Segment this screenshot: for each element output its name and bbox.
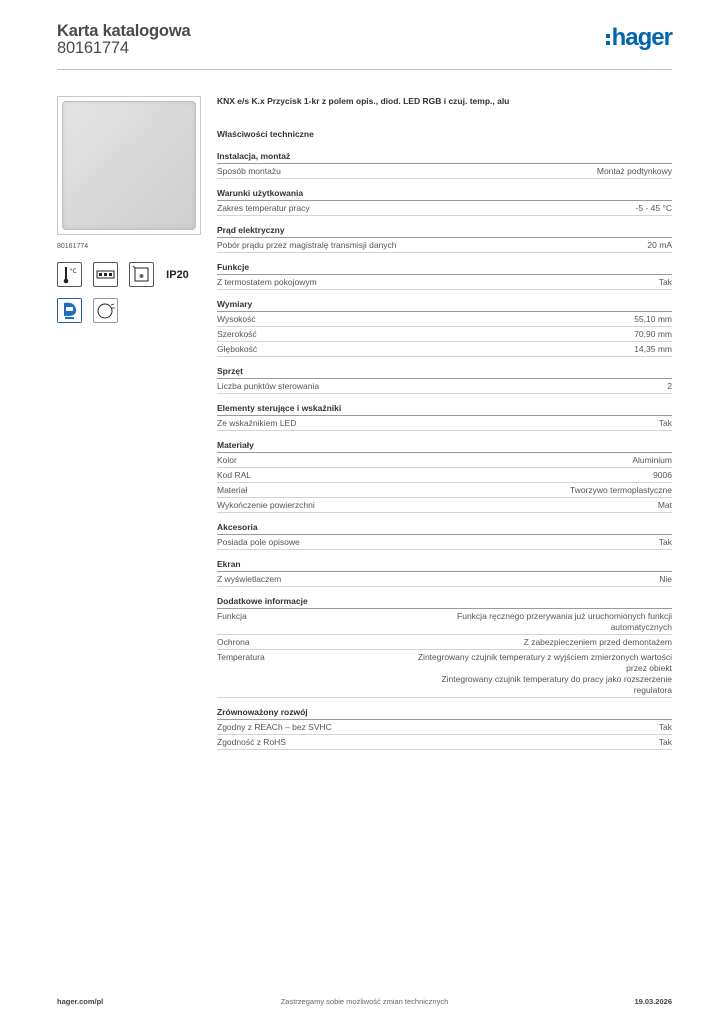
spec-value: 9006 [653,470,672,480]
spec-row [217,312,672,327]
spec-label: Z termostatem pokojowym [217,277,317,287]
spec-row [217,535,672,550]
spec-value: Zintegrowany czujnik temperatury z wyjściem zmierzonych wartości przez obiekt Zintegrowany czujnik temperatury do pracy jako rozszerzenie regulatora [417,652,672,695]
spec-value: 14,35 mm [634,344,672,354]
thermometer-celsius-icon [57,262,82,287]
spec-row [217,275,672,290]
spec-value: Tak [658,418,672,428]
spec-group [217,403,672,431]
spec-row [217,720,672,735]
spec-label: Wykończenie powierzchni [217,500,315,510]
spec-row [217,572,672,587]
led-display-icon [93,262,118,287]
product-media [57,96,201,323]
spec-label: Zakres temperatur pracy [217,203,310,213]
spec-label: Funkcja [217,611,247,621]
spec-group [217,188,672,216]
spec-group [217,596,672,698]
ip-rating-label: IP20 [166,268,189,281]
spec-value: Tak [658,737,672,747]
spec-group [217,522,672,550]
logo-dots-icon [606,34,610,45]
spec-label: Kod RAL [217,470,252,480]
spec-row [217,468,672,483]
spec-row [217,635,672,650]
spec-value: Mat [657,500,672,510]
spec-group-title: Zrównoważony rozwój [217,707,672,720]
svg-text:°C: °C [69,268,77,275]
flush-mount-icon [129,262,154,287]
spec-value: Tak [658,722,672,732]
spec-row [217,327,672,342]
spec-group [217,707,672,750]
spec-value: Montaż podtynkowy [596,166,672,176]
spec-row [217,201,672,216]
spec-group-title: Instalacja, montaż [217,151,672,164]
spec-row [217,650,672,698]
spec-value: 20 mA [647,240,672,250]
spec-value: Tworzywo termoplastyczne [569,485,672,495]
spec-group-title: Wymiary [217,299,672,312]
spec-group-title: Materiały [217,440,672,453]
spec-group [217,299,672,357]
spec-group [217,559,672,587]
spec-group-title: Funkcje [217,262,672,275]
spec-label: Zgodny z REACh – bez SVHC [217,722,332,732]
spec-label: Sposób montażu [217,166,281,176]
spec-row [217,164,672,179]
specification-column [217,96,672,759]
spec-group [217,440,672,513]
spec-row [217,416,672,431]
spec-row [217,498,672,513]
spec-value: 2 [667,381,672,391]
spec-group-title: Warunki użytkowania [217,188,672,201]
spec-row [217,735,672,750]
spec-label: Z wyświetlaczem [217,574,282,584]
spec-row [217,483,672,498]
push-button-image [62,101,196,230]
spec-row [217,609,672,635]
spec-groups [217,151,672,750]
spec-label: Zgodność z RoHS [217,737,286,747]
spec-label: Temperatura [217,652,265,662]
spec-label: Głębokość [217,344,258,354]
spec-group [217,366,672,394]
spec-label: Posiada pole opisowe [217,537,300,547]
spec-group-title: Elementy sterujące i wskaźniki [217,403,672,416]
spec-value: Funkcja ręcznego przerywania już uruchomionych funkcji automatycznych [457,611,672,632]
spec-group [217,151,672,179]
spec-row [217,379,672,394]
spec-value: Tak [658,537,672,547]
spec-value: Tak [658,277,672,287]
spec-label: Liczba punktów sterowania [217,381,320,391]
spec-label: Materiał [217,485,248,495]
spec-row [217,342,672,357]
spec-label: Ochrona [217,637,250,647]
spec-value: Aluminium [632,455,672,465]
spec-value: -5 - 45 °C [635,203,672,213]
footer-disclaimer: Zastrzegamy sobie możliwość zmian technicznych [280,997,449,1006]
spec-group-title: Akcesoria [217,522,672,535]
document-number: 80161774 [57,39,129,57]
product-image [57,96,201,235]
spec-group [217,225,672,253]
spec-label: Szerokość [217,329,257,339]
product-name: KNX e/s K.x Przycisk 1-kr z polem opis., diod. LED RGB i czuj. temp., alu [217,96,510,106]
hager-logo [606,26,672,50]
spec-label: Kolor [217,455,237,465]
spec-group [217,262,672,290]
knx-energy-icon [57,298,82,323]
sensor-head-icon [93,298,118,323]
spec-label: Pobór prądu przez magistralę transmisji danych [217,240,397,250]
spec-value: 55,10 mm [634,314,672,324]
image-caption: 80161774 [57,243,89,250]
spec-group-title: Prąd elektryczny [217,225,672,238]
footer-date: 19.03.2026 [634,997,672,1006]
logo-text: hager [611,24,672,51]
spec-label: Wysokość [217,314,256,324]
spec-group-title: Ekran [217,559,672,572]
property-icons-row-1 [57,262,201,287]
footer-website[interactable]: hager.com/pl [57,997,104,1006]
property-icons-row-2 [57,298,201,323]
spec-group-title: Sprzęt [217,366,672,379]
document-title: Karta katalogowa [57,22,191,40]
spec-label: Ze wskaźnikiem LED [217,418,297,428]
spec-value: 70,90 mm [634,329,672,339]
spec-value: Nie [659,574,672,584]
spec-row [217,238,672,253]
page-header [57,20,672,70]
spec-row [217,453,672,468]
technical-properties-heading: Właściwości techniczne [217,129,314,139]
spec-group-title: Dodatkowe informacje [217,596,672,609]
spec-value: Z zabezpieczeniem przed demontażem [523,637,672,647]
